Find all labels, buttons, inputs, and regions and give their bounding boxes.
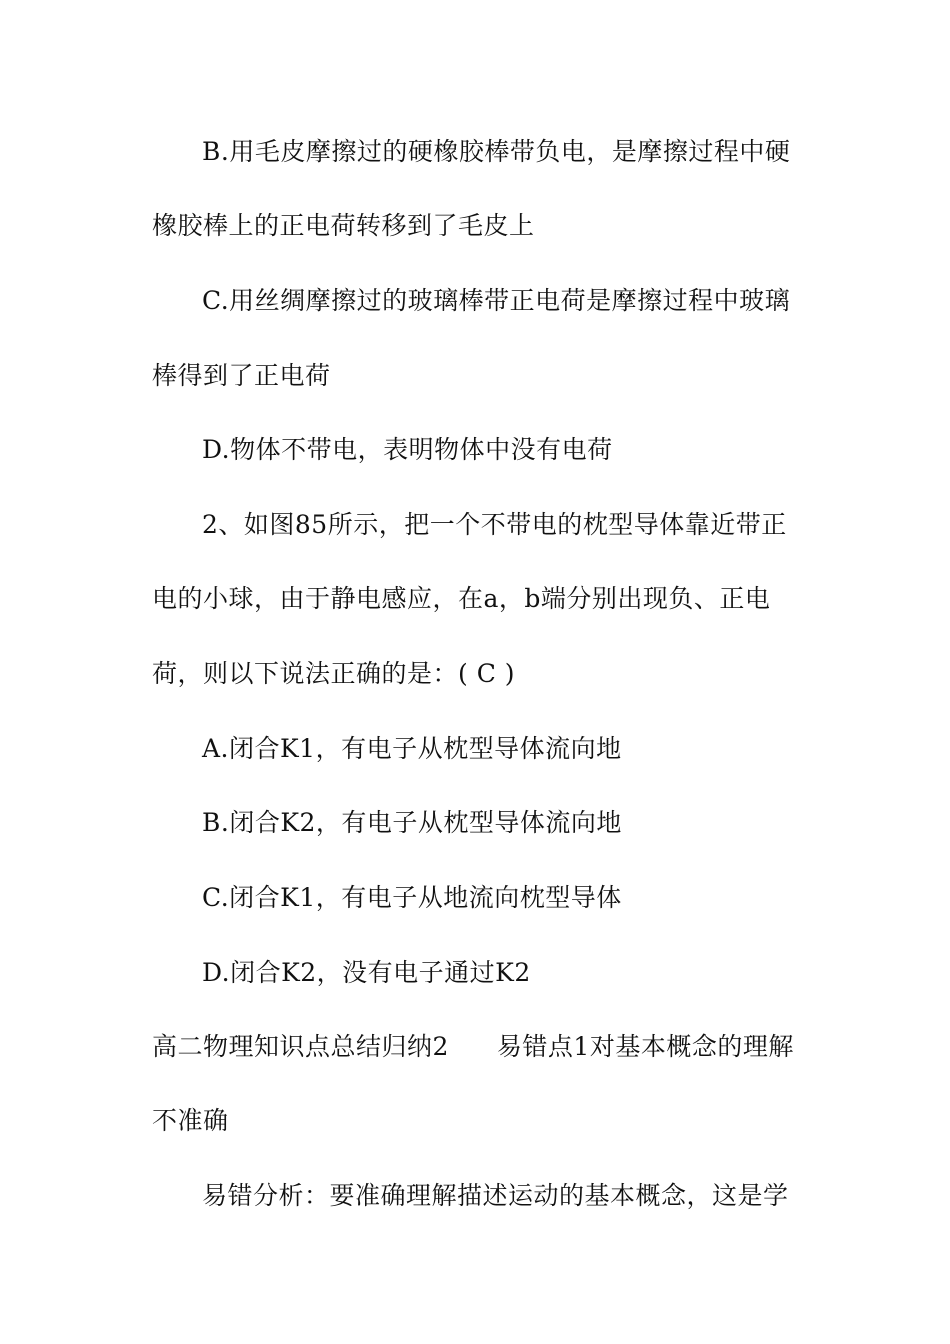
- option-d-line: D.物体不带电，表明物体中没有电荷: [202, 435, 613, 464]
- question-2-line-1: 2、如图85所示，把一个不带电的枕型导体靠近带正: [202, 510, 787, 539]
- answer-b-line: B.闭合K2，有电子从枕型导体流向地: [202, 808, 622, 837]
- option-c-line-1: C.用丝绸摩擦过的玻璃棒带正电荷是摩擦过程中玻璃: [202, 286, 791, 315]
- answer-d-line: D.闭合K2，没有电子通过K2: [202, 958, 531, 987]
- analysis-line: 易错分析：要准确理解描述运动的基本概念，这是学: [202, 1181, 789, 1210]
- section-heading-rest: 易错点1对基本概念的理解: [496, 1032, 794, 1061]
- question-2-line-2: 电的小球，由于静电感应，在a，b端分别出现负、正电: [152, 584, 771, 613]
- option-b-line-1: B.用毛皮摩擦过的硬橡胶棒带负电，是摩擦过程中硬: [202, 137, 791, 166]
- answer-a-line: A.闭合K1，有电子从枕型导体流向地: [202, 734, 622, 763]
- section-heading-continued: 不准确: [152, 1106, 229, 1135]
- question-2-line-3: 荷，则以下说法正确的是：( C ): [152, 659, 516, 688]
- section-heading: [152, 1029, 794, 1065]
- option-c-line-2: 棒得到了正电荷: [152, 361, 331, 390]
- answer-c-line: C.闭合K1，有电子从地流向枕型导体: [202, 883, 622, 912]
- section-heading-title: 高二物理知识点总结归纳2: [152, 1032, 449, 1061]
- option-b-line-2: 橡胶棒上的正电荷转移到了毛皮上: [152, 211, 535, 240]
